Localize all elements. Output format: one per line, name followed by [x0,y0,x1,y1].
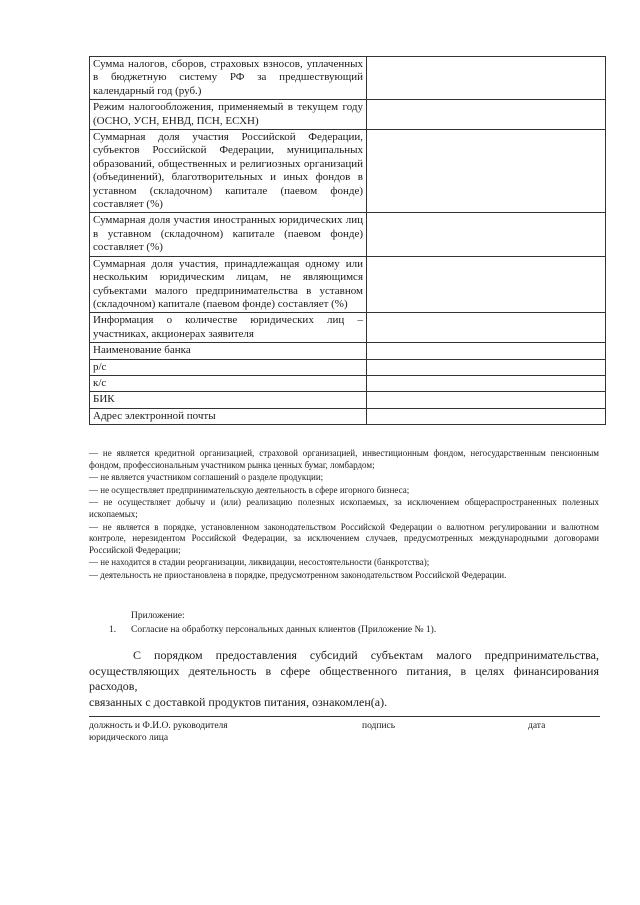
appendix-item-number: 1. [109,625,117,635]
table-row [90,256,606,313]
signature-line [89,716,600,717]
row-label: к/с [90,375,367,391]
table-row [90,57,606,100]
position-caption-line: юридического лица [89,733,169,743]
table-row [90,130,606,213]
row-value-field[interactable] [367,100,606,130]
row-value-field[interactable] [367,408,606,424]
table-row [90,100,606,130]
signature-position-caption [89,720,228,744]
row-label: Наименование банка [90,343,367,359]
table-row [90,392,606,408]
table-row [90,359,606,375]
statement-line: осуществляющих деятельность в сфере общественного питания, в целях финансирования расходов, [89,663,599,693]
date-caption: дата [528,721,546,731]
row-value-field[interactable] [367,359,606,375]
row-label: Суммарная доля участия, принадлежащая одному или нескольким юридическим лицам, не являющимся субъектами малого предпринимательства в уставном (складочном) капитале (паевом фонде) составляет (%) [90,256,367,313]
table-row [90,213,606,256]
row-label: Адрес электронной почты [90,408,367,424]
row-label: Суммарная доля участия иностранных юридических лиц в уставном (складочном) капитале (паевом фонде) составляет (%) [90,213,367,256]
declaration-item: — не находится в стадии реорганизации, ликвидации, несостоятельности (банкротства); [89,557,430,568]
declarations-list [89,448,599,583]
row-label: Сумма налогов, сборов, страховых взносов, уплаченных в бюджетную систему РФ за предшествующий календарный год (руб.) [90,57,367,100]
signature-caption: подпись [362,721,396,731]
row-value-field[interactable] [367,375,606,391]
row-label: БИК [90,392,367,408]
row-label: Суммарная доля участия Российской Федерации, субъектов Российской Федерации, муниципальных образований, общественных и религиозных организаций (объединений), благотворительных и иных фондов в уставном (складочном) капитале (паевом фонде) составляет (%) [90,130,367,213]
acknowledgement-statement [89,648,599,710]
row-label: Режим налогообложения, применяемый в текущем году (ОСНО, УСН, ЕНВД, ПСН, ЕСХН) [90,100,367,130]
statement-line: связанных с доставкой продуктов питания, ознакомлен(а). [89,694,388,709]
declaration-item: — не является кредитной организацией, страховой организацией, инвестиционным фондом, негосударственным пенсионным фондом, профессиональным участником рынка ценных бумаг, ломбардом; [89,448,599,470]
position-caption-line: должность и Ф.И.О. руководителя [89,721,228,731]
row-value-field[interactable] [367,392,606,408]
table-row [90,313,606,343]
row-label: Информация о количестве юридических лиц – участниках, акционерах заявителя [90,313,367,343]
row-label: р/с [90,359,367,375]
appendix-title: Приложение: [131,611,185,621]
table-row [90,375,606,391]
declaration-item: — не является участником соглашений о разделе продукции; [89,472,324,483]
row-value-field[interactable] [367,256,606,313]
declaration-item: — не является в порядке, установленном законодательством Российской Федерации о валютном регулировании и валютном контроле, нерезидентом Российской Федерации, за исключением случаев, предусмотренных международными договорами Российской Федерации; [89,521,599,555]
appendix-item [109,625,436,635]
row-value-field[interactable] [367,130,606,213]
row-value-field[interactable] [367,313,606,343]
row-value-field[interactable] [367,57,606,100]
applicant-info-table [89,56,606,425]
declaration-item: — не осуществляет добычу и (или) реализацию полезных ископаемых, за исключением общераспространенных полезных ископаемых; [89,497,599,519]
row-value-field[interactable] [367,213,606,256]
statement-line: С порядком предоставления субсидий субъектам малого предпринимательства, [133,648,599,662]
declaration-item: — не осуществляет предпринимательскую деятельность в сфере игорного бизнеса; [89,484,410,495]
declaration-item: — деятельность не приостановлена в порядке, предусмотренном законодательством Российской Федерации. [89,569,507,580]
appendix-item-text: Согласие на обработку персональных данных клиентов (Приложение № 1). [131,625,437,635]
table-row [90,408,606,424]
row-value-field[interactable] [367,343,606,359]
table-row [90,343,606,359]
